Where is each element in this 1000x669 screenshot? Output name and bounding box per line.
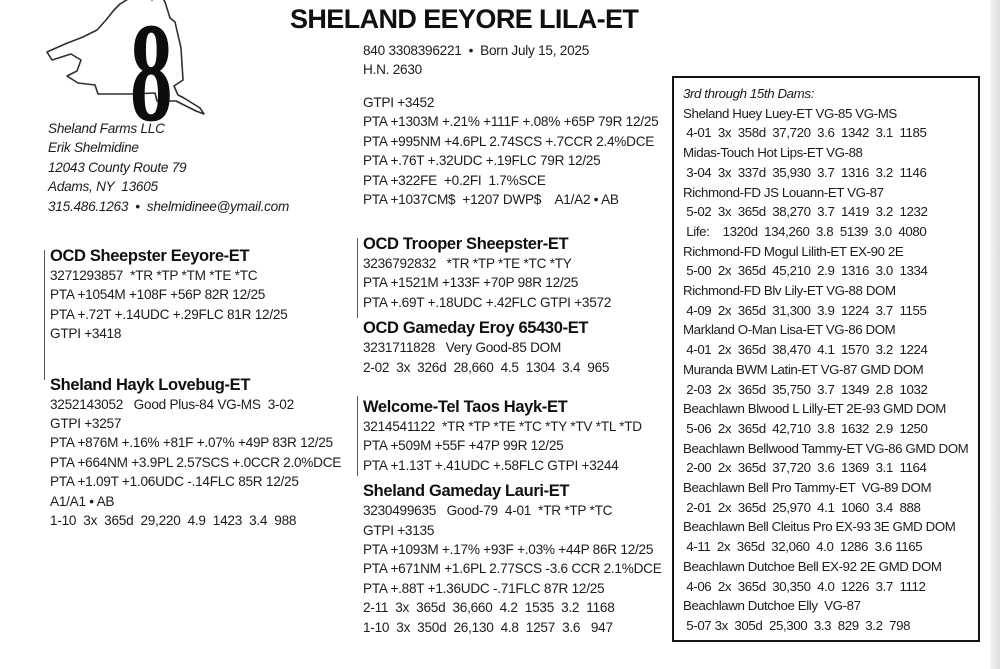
pedigree-line: GTPI +3257 — [50, 416, 122, 432]
pedigree-line: 3214541122 *TR *TP *TE *TC *TY *TV *TL *TD — [363, 419, 642, 435]
pedigree-line: 1-10 3x 365d 29,220 4.9 1423 3.4 988 — [50, 513, 297, 529]
pedigree-block-sire — [363, 234, 662, 312]
pedigree-animal-name: Welcome-Tel Taos Hayk-ET — [363, 398, 568, 417]
pedigree-line: 2-11 3x 365d 36,660 4.2 1535 3.2 1168 — [363, 600, 615, 616]
pedigree-line: PTA +.72T +.14UDC +.29FLC 81R 12/25 — [50, 306, 288, 322]
dam-record: 3-04 3x 337d 35,930 3.7 1316 3.2 1146 — [683, 164, 927, 180]
pedigree-animal-name: OCD Gameday Eroy 65430-ET — [363, 319, 589, 338]
dam-name: Muranda BWM Latin-ET VG-87 GMD DOM — [683, 361, 924, 377]
dam-entry — [683, 360, 972, 399]
pedigree-animal-name: Sheland Hayk Lovebug-ET — [50, 375, 251, 394]
farm-contact: 315.486.1263 • shelmidinee@ymail.com — [48, 198, 290, 214]
pedigree-line: 3252143052 Good Plus-84 VG-MS 3-02 — [50, 396, 294, 412]
animal-pta-line: PTA +322FE +0.2FI 1.7%SCE — [363, 172, 546, 188]
pedigree-animal-name: OCD Trooper Sheepster-ET — [363, 235, 569, 253]
dam-name: Markland O-Man Lisa-ET VG-86 DOM — [683, 322, 896, 338]
animal-name-title: SHELAND EEYORE LILA-ET — [290, 4, 639, 34]
animal-pta-line: PTA +995NM +4.6PL 2.74SCS +.7CCR 2.4%DCE — [363, 133, 655, 149]
pedigree-block-sire-of-dam — [363, 397, 662, 475]
dam-entry — [683, 596, 972, 635]
registration-block — [363, 41, 589, 80]
dam-name: Beachlawn Bellwood Tammy-ET VG-86 GMD DOM — [683, 440, 969, 456]
dam-name: Sheland Huey Luey-ET VG-85 VG-MS — [683, 105, 897, 121]
animal-pta-line: PTA +1037CM$ +1207 DWP$ A1/A2 • AB — [363, 192, 619, 208]
scan-edge-shadow — [990, 0, 1000, 669]
dam-name: Beachlawn Dutchoe Bell EX-92 2E GMD DOM — [683, 558, 942, 574]
dam-name: Beachlawn Blwood L Lilly-ET 2E-93 GMD DOM — [683, 401, 946, 417]
farm-address-city: Adams, NY 13605 — [48, 179, 158, 195]
animal-pta-line: PTA +1303M +.21% +111F +.08% +65P 79R 12/25 — [363, 114, 659, 130]
pedigree-block-dam — [363, 318, 662, 377]
pedigree-line: 2-02 3x 326d 28,660 4.5 1304 3.4 965 — [363, 359, 610, 375]
dam-entry — [683, 517, 972, 556]
dam-name: Midas-Touch Hot Lips-ET VG-88 — [683, 145, 863, 161]
pedigree-bracket-line — [357, 396, 358, 476]
pedigree-line: PTA +671NM +1.6PL 2.77SCS -3.6 CCR 2.1%DCE — [363, 561, 662, 577]
farm-name: Sheland Farms LLC — [48, 121, 165, 136]
pedigree-line: PTA +1.09T +1.06UDC -.14FLC 85R 12/25 — [50, 474, 299, 490]
dam-entry — [683, 557, 972, 596]
dam-name: Beachlawn Bell Pro Tammy-ET VG-89 DOM — [683, 480, 932, 496]
pedigree-line: 3230499635 Good-79 4-01 *TR *TP *TC — [363, 503, 613, 519]
dam-entry — [683, 242, 972, 281]
pedigree-block-dam-of-sire — [50, 375, 341, 531]
dams-box-title: 3rd through 15th Dams: — [683, 86, 814, 101]
dam-record: 4-06 2x 365d 30,350 4.0 1226 3.7 1112 — [683, 578, 926, 594]
pedigree-line: PTA +876M +.16% +81F +.07% +49P 83R 12/25 — [50, 435, 333, 451]
dams-box — [672, 76, 980, 642]
pedigree-column-left — [50, 246, 341, 530]
dam-record: 2-00 2x 365d 37,720 3.6 1369 3.1 1164 — [683, 460, 927, 476]
dam-name: Richmond-FD Mogul Lilith-ET EX-90 2E — [683, 243, 904, 259]
pedigree-column-center — [363, 234, 662, 637]
dam-record: 4-01 2x 365d 38,470 4.1 1570 3.2 1224 — [683, 342, 928, 358]
pedigree-line: 3231711828 Very Good-85 DOM — [363, 340, 562, 356]
dam-name: Richmond-FD Blv Lily-ET VG-88 DOM — [683, 283, 896, 299]
dam-entry — [683, 399, 972, 438]
dam-record: 2-03 2x 365d 35,750 3.7 1349 2.8 1032 — [683, 381, 928, 397]
dam-entry — [683, 439, 972, 478]
farm-owner: Erik Shelmidine — [48, 140, 139, 156]
ny-state-map — [34, 0, 206, 134]
pedigree-line: PTA +.88T +1.36UDC -.71FLC 87R 12/25 — [363, 580, 605, 596]
pedigree-block-dam-of-dam — [363, 481, 662, 637]
dam-record: 4-01 3x 358d 37,720 3.6 1342 3.1 1185 — [683, 125, 927, 141]
dam-name: Beachlawn Bell Cleitus Pro EX-93 3E GMD DOM — [683, 519, 956, 535]
dam-record: 2-01 2x 365d 25,970 4.1 1060 3.4 888 — [683, 499, 921, 515]
pedigree-bracket-line — [44, 250, 45, 380]
dam-record-lifetime: Life: 1320d 134,260 3.8 5139 3.0 4080 — [683, 223, 927, 239]
pedigree-line: PTA +509M +55F +47P 99R 12/25 — [363, 438, 564, 454]
dam-record: 5-00 2x 365d 45,210 2.9 1316 3.0 1334 — [683, 263, 928, 279]
pedigree-line: 3271293857 *TR *TP *TM *TE *TC — [50, 268, 258, 283]
pedigree-block-sire-of-sire — [50, 246, 341, 344]
pedigree-line: 1-10 3x 350d 26,130 4.8 1257 3.6 947 — [363, 619, 613, 635]
dam-record: 5-02 3x 365d 38,270 3.7 1419 3.2 1232 — [683, 204, 928, 220]
farm-address-street: 12043 County Route 79 — [48, 159, 187, 175]
pedigree-bracket-line — [357, 238, 358, 318]
pedigree-animal-name: Sheland Gameday Lauri-ET — [363, 482, 570, 501]
pedigree-line: GTPI +3135 — [363, 522, 435, 538]
pedigree-line: PTA +1093M +.17% +93F +.03% +44P 86R 12/25 — [363, 542, 654, 558]
dam-entry — [683, 183, 972, 242]
dam-record: 5-07 3x 305d 25,300 3.3 829 3.2 798 — [683, 617, 911, 633]
pedigree-line: PTA +1.13T +.41UDC +.58FLC GTPI +3244 — [363, 457, 619, 473]
dam-entry — [683, 320, 972, 359]
animal-pta-line: PTA +.76T +.32UDC +.19FLC 79R 12/25 — [363, 153, 601, 169]
ny-state-map-svg — [34, 0, 206, 134]
dam-entry — [683, 281, 972, 320]
dam-record: 5-06 2x 365d 42,710 3.8 1632 2.9 1250 — [683, 420, 928, 436]
pedigree-line: 3236792832 *TR *TP *TE *TC *TY — [363, 256, 572, 271]
animal-id-line: 840 3308396221 • Born July 15, 2025 — [363, 43, 590, 58]
pedigree-line: PTA +1054M +108F +56P 82R 12/25 — [50, 287, 266, 303]
animal-hn-line: H.N. 2630 — [363, 62, 422, 78]
pedigree-animal-name: OCD Sheepster Eeyore-ET — [50, 247, 250, 265]
dam-entry — [683, 478, 972, 517]
pedigree-line: A1/A1 • AB — [50, 493, 115, 509]
dam-record: 4-09 2x 365d 31,300 3.9 1224 3.7 1155 — [683, 302, 927, 318]
dam-record: 4-11 2x 365d 32,060 4.0 1286 3.6 1165 — [683, 539, 923, 555]
ny-outline — [47, 0, 204, 114]
pedigree-line: GTPI +3418 — [50, 326, 122, 342]
dam-name: Beachlawn Dutchoe Elly VG-87 — [683, 598, 861, 614]
pedigree-line: PTA +664NM +3.9PL 2.57SCS +.0CCR 2.0%DCE — [50, 454, 342, 470]
dam-name: Richmond-FD JS Louann-ET VG-87 — [683, 184, 884, 200]
pedigree-line: PTA +1521M +133F +70P 98R 12/25 — [363, 275, 579, 291]
animal-gtpi-line: GTPI +3452 — [363, 95, 435, 110]
dam-entry — [683, 104, 972, 143]
animal-pta-block — [363, 93, 658, 209]
pedigree-line: PTA +.69T +.18UDC +.42FLC GTPI +3572 — [363, 294, 612, 310]
lot-number: 8 — [130, 0, 173, 134]
farm-info — [48, 119, 289, 216]
dam-entry — [683, 143, 972, 182]
